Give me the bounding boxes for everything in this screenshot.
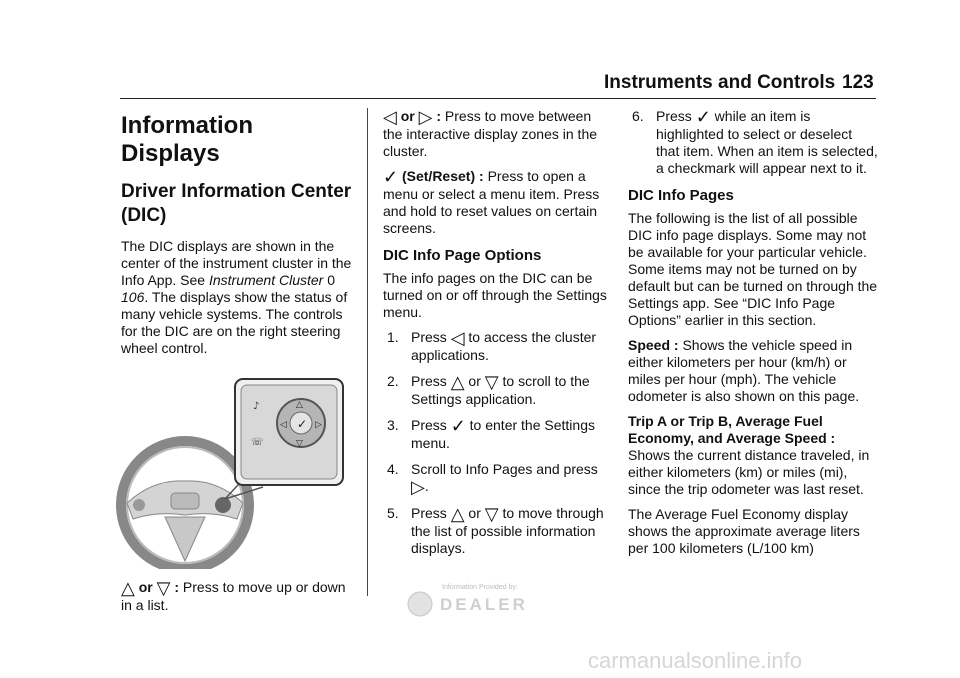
trip-label: Trip A or Trip B, Average Fuel Economy, and Average Speed : — [628, 413, 836, 446]
step-3-num: 3. — [387, 417, 399, 433]
header-rule — [120, 98, 876, 99]
leftright-text: Press to move between the interactive display zones in the cluster. — [383, 108, 598, 159]
dealer-logo — [406, 580, 556, 620]
step-6-text-b: while an item is highlighted to select or deselect that item. When an item is selected, a checkmark will appear next to it. — [656, 108, 878, 176]
options-heading: DIC Info Page Options — [383, 247, 542, 264]
step-2-text-a: Press — [411, 373, 447, 389]
column-2 — [383, 108, 611, 566]
left-arrow-icon: ◁ — [450, 328, 465, 348]
svg-text:✓: ✓ — [297, 417, 308, 431]
step-1-text-a: Press — [411, 329, 447, 345]
svg-text:◁: ◁ — [280, 420, 287, 430]
column-3 — [628, 108, 878, 565]
step-1-text-b: to access the cluster applications. — [411, 329, 597, 363]
step-5 — [383, 505, 611, 557]
svg-text:☏: ☏ — [251, 437, 264, 448]
running-header: Instruments and Controls — [604, 72, 836, 93]
speed-text: Shows the vehicle speed in either kilometers per hour (km/h) or miles per hour (mph). The vehicle odometer is also shown on this page. — [628, 337, 860, 404]
updown-desc — [121, 579, 357, 614]
up-arrow-icon: △ — [121, 578, 135, 598]
section-title: Information Displays — [121, 112, 253, 167]
trip-desc — [628, 413, 878, 498]
step-2-or: or — [468, 373, 481, 389]
set-reset-desc — [383, 168, 611, 237]
right-arrow-icon: ▷ — [418, 107, 433, 127]
leftright-colon: : — [436, 108, 442, 124]
left-arrow-icon: ◁ — [383, 107, 397, 127]
check-icon: ✓ — [695, 107, 711, 127]
fuel-desc: The Average Fuel Economy display shows the approximate average liters per 100 kilometers (L/100 km) — [628, 506, 860, 556]
leftright-desc — [383, 108, 611, 160]
step-4-text-b: . — [424, 478, 429, 494]
pages-intro: The following is the list of all possible DIC info page displays. Some may not be available for your particular vehicle. Some items may not be turned on by default but can be turned on through the Settings app. See “DIC Info Page Options” earlier in this section. — [628, 210, 878, 328]
step-3-text-b: to enter the Settings menu. — [411, 417, 595, 451]
updown-text: Press to move up or down in a list. — [121, 579, 346, 613]
steering-wheel-svg — [113, 375, 349, 569]
svg-text:♪: ♪ — [253, 401, 260, 412]
step-2-text-b: to scroll to the Settings application. — [411, 373, 590, 407]
pages-heading: DIC Info Pages — [628, 187, 734, 204]
step-1 — [383, 329, 611, 364]
subsection-title: Driver Information Center (DIC) — [121, 181, 352, 226]
column-1 — [121, 108, 357, 622]
dealer-text: DEALER — [440, 595, 528, 614]
step-4-num: 4. — [387, 461, 399, 477]
watermark-text: carmanualsonline.info — [588, 648, 803, 673]
steering-wheel-illustration — [113, 375, 349, 569]
step-5-num: 5. — [387, 505, 399, 521]
step-6 — [628, 108, 878, 177]
check-icon: ✓ — [450, 416, 466, 436]
down-arrow-icon: ▽ — [484, 504, 499, 524]
step-4 — [383, 461, 611, 496]
leftright-or: or — [400, 108, 415, 124]
page-ref-number[interactable]: 106 — [121, 289, 145, 305]
step-5-text-a: Press — [411, 505, 447, 521]
page-ref-symbol: 0 — [327, 272, 336, 288]
dic-intro — [121, 238, 357, 357]
options-steps — [383, 329, 611, 557]
page-number: 123 — [842, 72, 874, 93]
step-2 — [383, 373, 611, 408]
step-6-num: 6. — [632, 108, 644, 124]
right-arrow-icon: ▷ — [411, 477, 425, 497]
provided-by-text: Information Provided by: — [442, 584, 518, 591]
speed-label: Speed : — [628, 337, 679, 353]
step-4-text-a: Scroll to Info Pages and press — [411, 461, 598, 477]
dealer-logo-svg — [406, 580, 556, 620]
dic-intro-text-b: . The displays show the status of many vehicle systems. The controls for the DIC are on the right steering wheel control. — [121, 289, 348, 356]
trip-text: Shows the current distance traveled, in either kilometers (km) or miles (mi), since the trip odometer was last reset. — [628, 447, 870, 497]
svg-text:▽: ▽ — [296, 439, 303, 449]
step-5-text-b: to move through the list of possible information displays. — [411, 505, 604, 556]
dic-intro-text-a: The DIC displays are shown in the center of the instrument cluster in the Info App. See — [121, 238, 352, 288]
set-reset-label: (Set/Reset) : — [401, 168, 484, 184]
updown-or: or — [138, 579, 153, 595]
speed-desc — [628, 337, 878, 405]
step-1-num: 1. — [387, 329, 399, 345]
down-arrow-icon: ▽ — [484, 372, 499, 392]
step-5-or: or — [468, 505, 481, 521]
check-icon: ✓ — [383, 167, 399, 187]
step-3-text-a: Press — [411, 417, 447, 433]
svg-text:△: △ — [296, 400, 303, 410]
options-steps-continued — [628, 108, 878, 177]
down-arrow-icon: ▽ — [156, 578, 171, 598]
step-2-num: 2. — [387, 373, 399, 389]
svg-text:▷: ▷ — [315, 420, 322, 430]
step-3 — [383, 417, 611, 452]
instrument-cluster-link[interactable]: Instrument Cluster — [208, 272, 324, 288]
set-reset-text: Press to open a menu or select a menu item. Press and hold to reset values on certain screens. — [383, 168, 600, 236]
step-6-text-a: Press — [656, 108, 692, 124]
column-divider — [367, 108, 368, 596]
up-arrow-icon: △ — [450, 504, 465, 524]
up-arrow-icon: △ — [450, 372, 465, 392]
options-intro: The info pages on the DIC can be turned on or off through the Settings menu. — [383, 270, 607, 320]
updown-colon: : — [174, 579, 180, 595]
